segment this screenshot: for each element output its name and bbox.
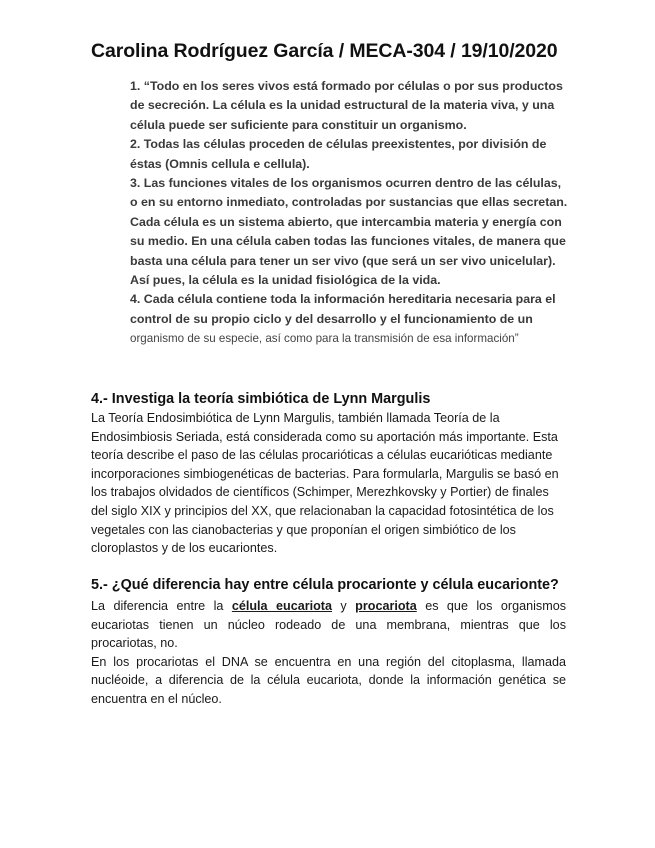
p1-text-before: La diferencia entre la [91,599,232,613]
section-4-title: 4.- Investiga la teoría simbiótica de Lynn Margulis [91,391,431,407]
section-4-body: La Teoría Endosimbiótica de Lynn Margulis, también llamada Teoría de la Endosimbiosis Seriada, está considerada como su aportación más importante. Esta teoría describe el paso de las células procarióticas a células eucarióticas mediante incorporaciones simbiogenéticas de bacterias. Para formularla, Margulis se basó en los trabajos olvidados de científicos (Schimper, Merezhkovsky y Portier) de finales del siglo XIX y principios del XX, que relacionaban la capacidad fotosintética de los vegetales con las cianobacterias y que proponían el origen simbiótico de los cloroplastos y de los eucariontes. [91,411,559,556]
quote-item-4-tail: organismo de su especie, así como para la transmisión de esa información” [130,332,519,346]
section-5 [91,575,566,709]
quote-item-2: 2. Todas las células proceden de células preexistentes, por división de éstas (Omnis cellula e cellula). [130,137,547,171]
quote-item-1: 1. “Todo en los seres vivos está formado por células o por sus productos de secreción. La célula es la unidad estructural de la materia viva, y una célula puede ser suficiente para constituir un organismo. [130,79,563,132]
section-5-title: 5.- ¿Qué diferencia hay entre célula procarionte y célula eucarionte? [91,577,559,593]
link-celula-eucariota[interactable]: célula eucariota [231,599,332,613]
section-5-paragraph-1 [91,597,566,653]
p1-text-mid: y [332,599,356,613]
quote-item-4: 4. Cada célula contiene toda la información hereditaria necesaria para el control de su propio ciclo y del desarrollo y el funcionamiento de un [130,292,556,326]
cell-theory-quote [130,77,570,349]
section-5-paragraph-2: En los procariotas el DNA se encuentra en una región del citoplasma, llamada nucléoide, a diferencia de la célula eucariota, donde la información genética se encuentra en el núcleo. [91,654,566,706]
link-procariota[interactable]: procariota [355,599,417,613]
page-title: Carolina Rodríguez García / MECA-304 / 19/10/2020 [91,40,558,62]
section-4 [91,389,566,558]
quote-item-3: 3. Las funciones vitales de los organismos ocurren dentro de las células, o en su entorno inmediato, controladas por sustancias que ellas secretan. Cada célula es un sistema abierto, que intercambia materia y energía con su medio. En una célula caben todas las funciones vitales, de manera que basta una célula para tener un ser vivo (que será un ser vivo unicelular). Así pues, la célula es la unidad fisiológica de la vida. [130,176,568,288]
p1-text-after: es que los organismos eucariotas tienen un núcleo rodeado de una membrana, mientras que los procariotas, no. [91,599,567,651]
